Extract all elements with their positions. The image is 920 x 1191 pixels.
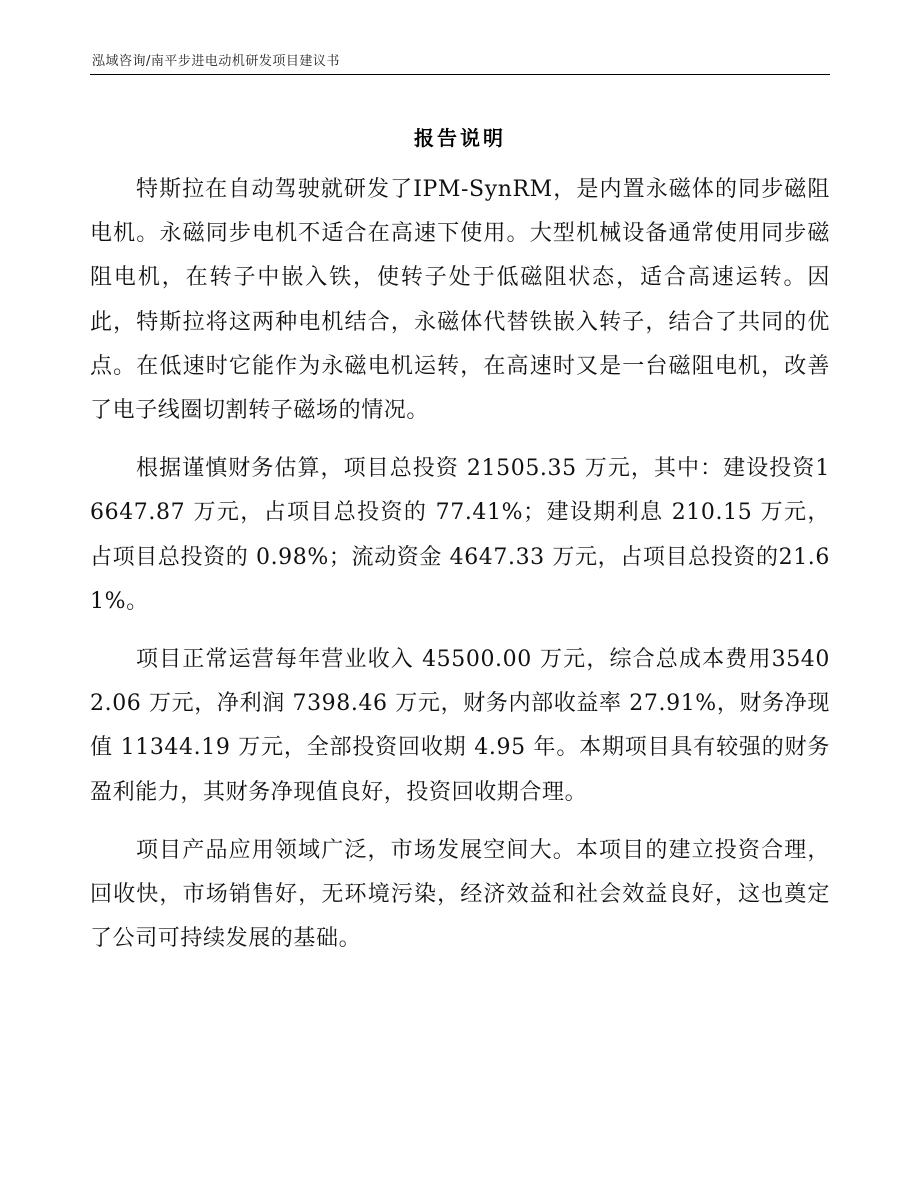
paragraph-investment: 根据谨慎财务估算，项目总投资 21505.35 万元，其中：建设投资16647.87 万元，占项目总投资的 77.41%；建设期利息 210.15 万元，占项目总投资的 0.98%；流动资金 4647.33 万元，占项目总投资的21.61%。 [90, 456, 830, 614]
paragraph-conclusion: 项目产品应用领域广泛，市场发展空间大。本项目的建立投资合理，回收快，市场销售好，无环境污染，经济效益和社会效益良好，这也奠定了公司可持续发展的基础。 [90, 837, 830, 952]
header-divider [90, 74, 830, 75]
running-header: 泓域咨询/南平步进电动机研发项目建议书 [92, 54, 340, 69]
paragraph-financials: 项目正常运营每年营业收入 45500.00 万元，综合总成本费用35402.06 万元，净利润 7398.46 万元，财务内部收益率 27.91%，财务净现值 11344.19 万元，全部投资回收期 4.95 年。本期项目具有较强的财务盈利能力，其财务净现值良好，投资回收期合理。 [90, 647, 830, 805]
paragraph-intro: 特斯拉在自动驾驶就研发了IPM-SynRM，是内置永磁体的同步磁阻电机。永磁同步电机不适合在高速下使用。大型机械设备通常使用同步磁阻电机，在转子中嵌入铁，使转子处于低磁阻状态，适合高速运转。因此，特斯拉将这两种电机结合，永磁体代替铁嵌入转子，结合了共同的优点。在低速时它能作为永磁电机运转，在高速时又是一台磁阻电机，改善了电子线圈切割转子磁场的情况。 [90, 177, 830, 424]
document-body [90, 168, 830, 975]
section-title: 报告说明 [414, 126, 506, 150]
